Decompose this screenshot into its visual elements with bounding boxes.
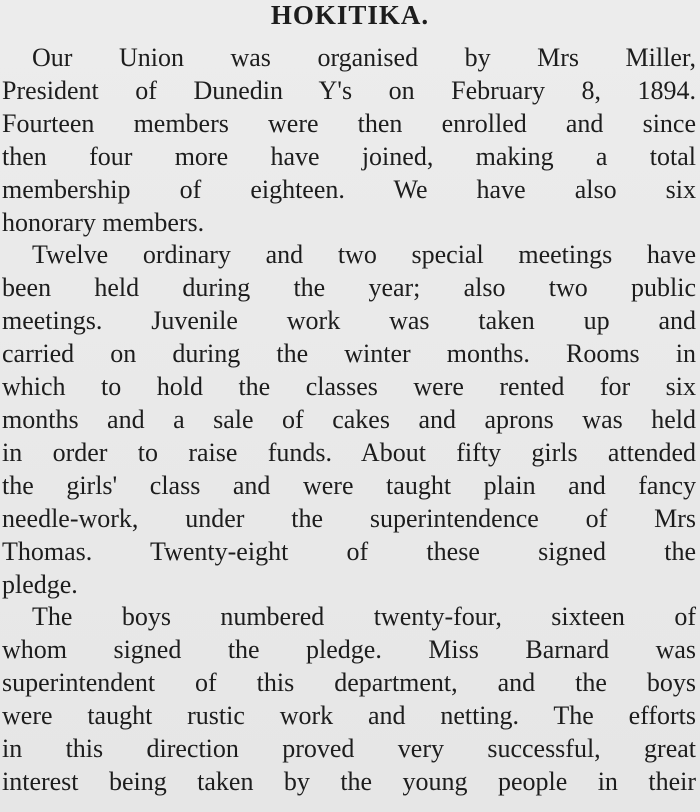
text-line: meetings. Juvenile work was taken up and <box>2 306 696 336</box>
text-line: Fourteen members were then enrolled and since <box>2 108 696 138</box>
text-line: The boys numbered twenty-four, sixteen of <box>32 602 696 632</box>
text-line: whom signed the pledge. Miss Barnard was <box>2 635 696 665</box>
text-line: honorary members. <box>2 207 205 237</box>
paragraph <box>2 239 696 601</box>
text-line: pledge. <box>2 569 78 599</box>
text-line: were taught rustic work and netting. The efforts <box>2 701 696 731</box>
text-line: President of Dunedin Y's on February 8, 1894. <box>2 75 696 105</box>
paragraph <box>2 42 696 239</box>
text-line: needle-work, under the superintendence of Mrs <box>2 503 696 533</box>
text-line: the girls' class and were taught plain and fancy <box>2 470 696 500</box>
text-line: in order to raise funds. About fifty girls attended <box>2 437 696 467</box>
text-line: membership of eighteen. We have also six <box>2 174 696 204</box>
text-line: Our Union was organised by Mrs Miller, <box>32 43 696 72</box>
paragraph <box>2 601 696 798</box>
text-line: Twelve ordinary and two special meetings have <box>32 240 696 270</box>
text-line: then four more have joined, making a total <box>2 141 696 171</box>
text-line: interest being taken by the young people in their <box>2 766 696 796</box>
text-line: which to hold the classes were rented for six <box>2 372 696 402</box>
article-body <box>2 42 696 799</box>
section-heading: HOKITIKA. <box>270 0 430 30</box>
text-line: months and a sale of cakes and aprons was held <box>2 404 696 434</box>
text-line: Thomas. Twenty-eight of these signed the <box>2 536 696 566</box>
text-line: superintendent of this department, and the boys <box>2 668 696 698</box>
text-line: in this direction proved very successful, great <box>2 734 696 764</box>
text-line: been held during the year; also two public <box>2 273 696 303</box>
text-line: carried on during the winter months. Rooms in <box>2 339 696 369</box>
